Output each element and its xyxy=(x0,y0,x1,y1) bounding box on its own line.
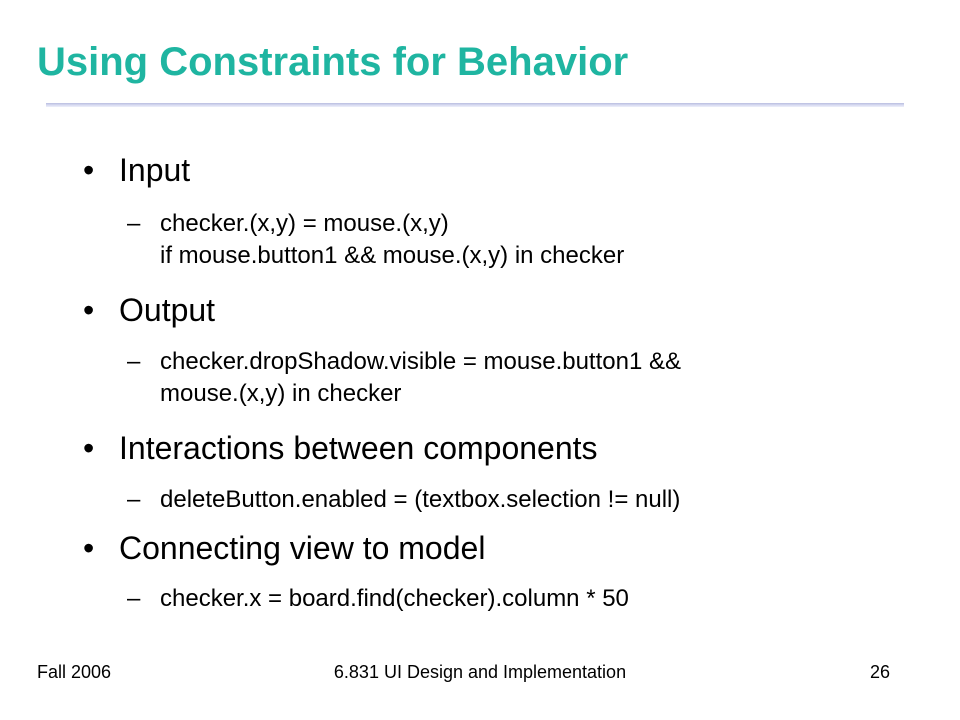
sub-bullet-line: deleteButton.enabled = (textbox.selection != null) xyxy=(160,486,681,513)
title-underline xyxy=(46,103,904,107)
sub-bullet-text xyxy=(160,208,624,272)
slide-title: Using Constraints for Behavior xyxy=(37,40,629,84)
bullet-label: Output xyxy=(119,292,216,328)
sub-bullet-line: checker.dropShadow.visible = mouse.button1 && xyxy=(160,348,681,375)
bullet-dot: • xyxy=(83,292,95,328)
footer-course-title: 6.831 UI Design and Implementation xyxy=(333,662,627,682)
sub-bullet-dash: – xyxy=(127,486,141,513)
bullet-label: Input xyxy=(119,152,191,188)
bullet-label: Interactions between components xyxy=(119,430,598,466)
sub-bullet-text xyxy=(160,583,629,615)
sub-bullet-dash: – xyxy=(127,348,141,375)
sub-bullet-text xyxy=(160,346,681,410)
sub-bullet-dash: – xyxy=(127,585,141,612)
sub-bullet-line: if mouse.button1 && mouse.(x,y) in checker xyxy=(160,242,625,269)
sub-bullet-text xyxy=(160,484,680,516)
bullet-dot: • xyxy=(83,530,95,566)
bullet-dot: • xyxy=(83,430,95,466)
sub-bullet-line: checker.(x,y) = mouse.(x,y) xyxy=(160,210,449,237)
bullet-label: Connecting view to model xyxy=(119,530,486,566)
bullet-dot: • xyxy=(83,152,95,188)
footer-page-number: 26 xyxy=(869,662,890,682)
sub-bullet-line: mouse.(x,y) in checker xyxy=(160,380,402,407)
footer-term: Fall 2006 xyxy=(37,662,112,682)
sub-bullet-line: checker.x = board.find(checker).column * 50 xyxy=(160,585,629,612)
sub-bullet-dash: – xyxy=(127,210,141,237)
